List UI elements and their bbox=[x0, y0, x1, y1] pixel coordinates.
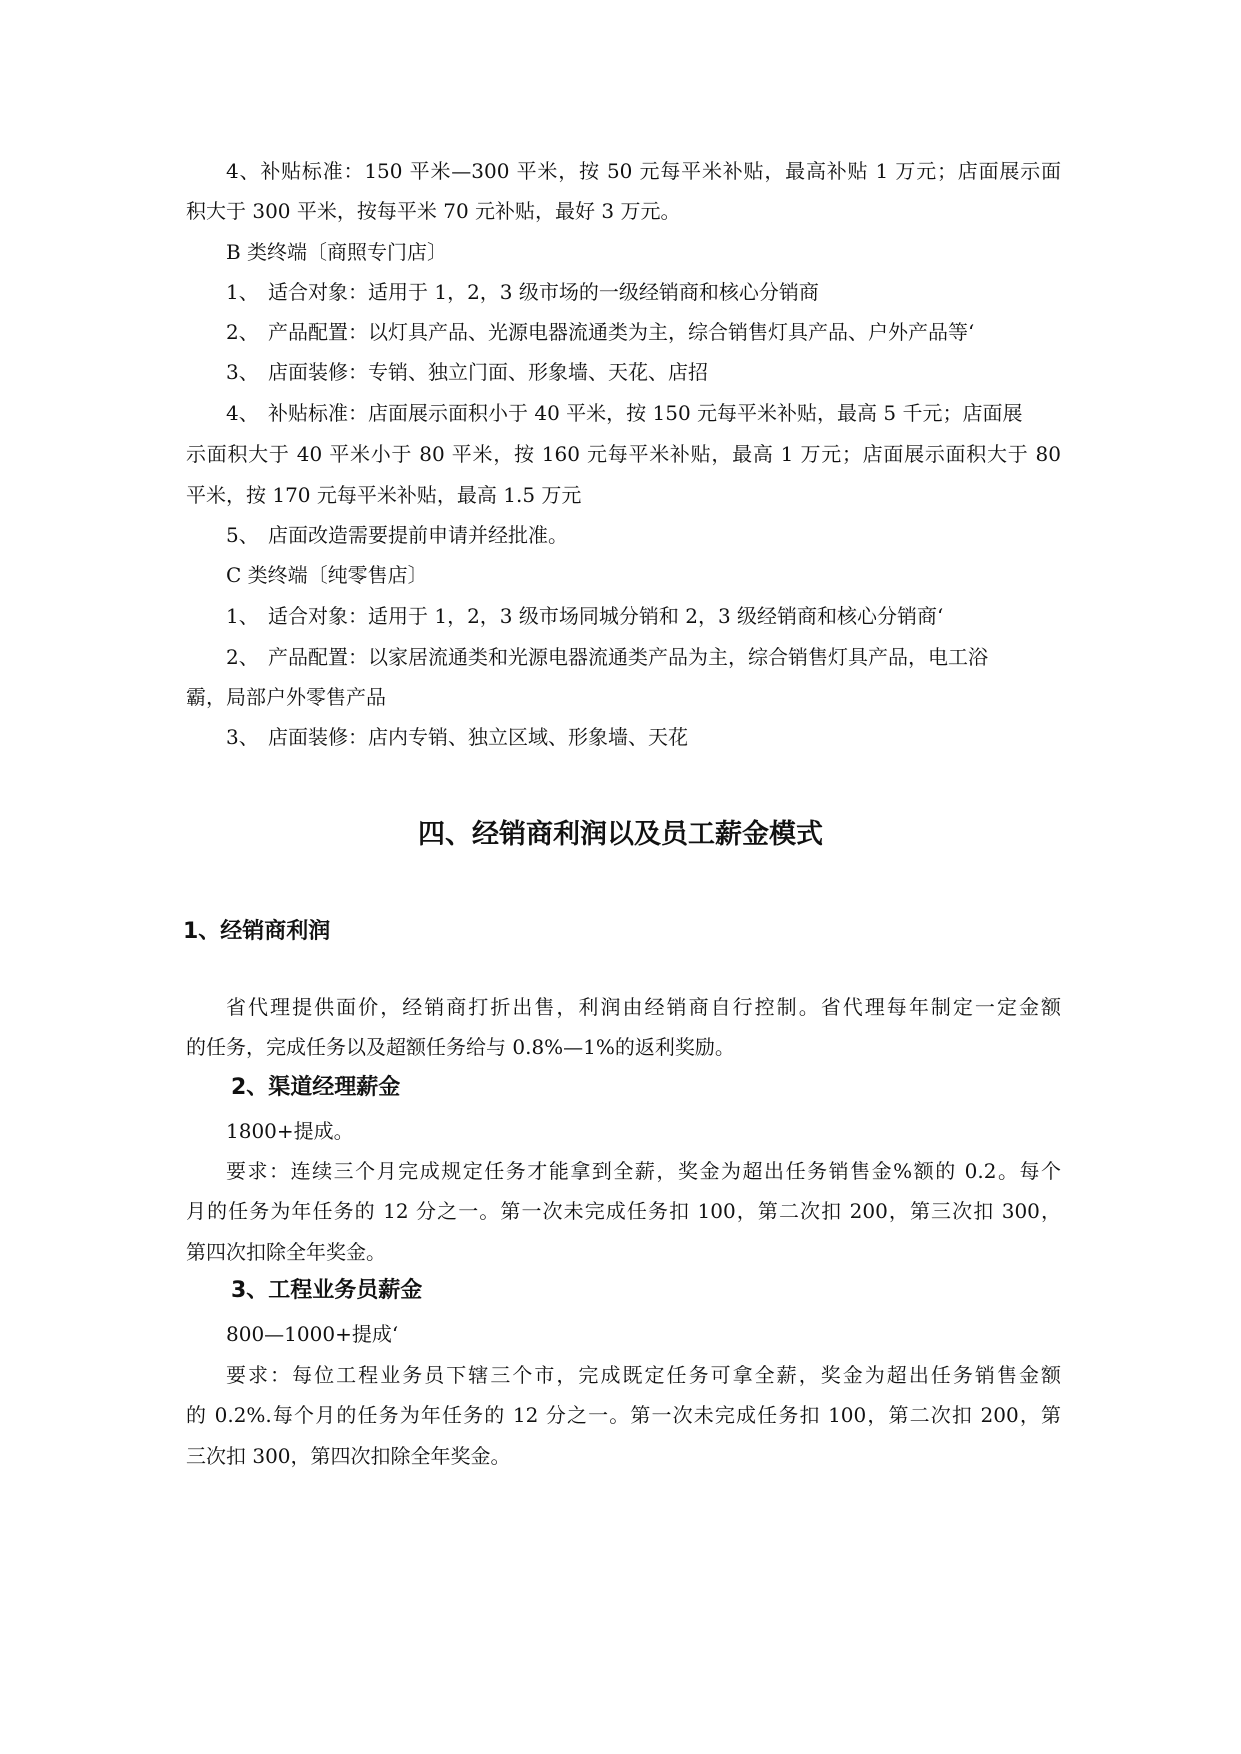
channel-manager-req-line2: 月的任务为年任务的 12 分之一。第一次未完成任务扣 100，第二次扣 200，第三次扣 300， bbox=[186, 1199, 1061, 1223]
engineering-sales-req-line3: 三次扣 300，第四次扣除全年奖金。 bbox=[186, 1444, 511, 1468]
b-heading: B 类终端〔商照专门店〕 bbox=[226, 240, 448, 264]
a-item4-line1: 4、补贴标准：150 平米—300 平米，按 50 元每平米补贴，最高补贴 1 万元；店面展示面 bbox=[226, 159, 1061, 183]
engineering-sales-req-line1: 要求：每位工程业务员下辖三个市，完成既定任务可拿全薪，奖金为超出任务销售金额 bbox=[226, 1363, 1061, 1387]
channel-manager-req-line1: 要求：连续三个月完成规定任务才能拿到全薪，奖金为超出任务销售金%额的 0.2。每个 bbox=[226, 1159, 1061, 1183]
item-number: 3、 bbox=[226, 360, 259, 384]
section-title: 四、经销商利润以及员工薪金模式 bbox=[418, 819, 823, 850]
b-item-3 bbox=[226, 358, 1241, 386]
b-item-5 bbox=[226, 521, 1241, 549]
item-number: 1、 bbox=[226, 604, 259, 628]
channel-manager-salary: 1800+提成。 bbox=[226, 1119, 354, 1143]
item-number: 1、 bbox=[226, 280, 259, 304]
item-text: 补贴标准：店面展示面积小于 40 平米，按 150 元每平米补贴，最高 5 千元；店面展 bbox=[268, 401, 1023, 425]
item-text: 店面装修：专销、独立门面、形象墙、天花、店招 bbox=[268, 360, 708, 384]
b-item-4-cont2: 平米，按 170 元每平米补贴，最高 1.5 万元 bbox=[186, 483, 582, 507]
c-heading: C 类终端〔纯零售店〕 bbox=[226, 563, 428, 587]
c-item-2 bbox=[226, 643, 1241, 671]
item-text: 店面改造需要提前申请并经批准。 bbox=[268, 523, 568, 547]
item-text: 产品配置：以家居流通类和光源电器流通类产品为主，综合销售灯具产品，电工浴 bbox=[268, 645, 988, 669]
dealer-profit-line1: 省代理提供面价，经销商打折出售，利润由经销商自行控制。省代理每年制定一定金额 bbox=[226, 995, 1061, 1019]
engineering-sales-req-line2: 的 0.2%.每个月的任务为年任务的 12 分之一。第一次未完成任务扣 100，第二次扣 200，第 bbox=[186, 1403, 1061, 1427]
item-text: 产品配置：以灯具产品、光源电器流通类为主，综合销售灯具产品、户外产品等‘ bbox=[268, 320, 975, 344]
c-item-2-cont: 霸，局部户外零售产品 bbox=[186, 685, 386, 709]
channel-manager-req-line3: 第四次扣除全年奖金。 bbox=[186, 1240, 386, 1264]
c-item-1 bbox=[226, 602, 1241, 630]
item-text: 适合对象：适用于 1，2，3 级市场的一级经销商和核心分销商 bbox=[268, 280, 819, 304]
engineering-sales-salary: 800—1000+提成‘ bbox=[226, 1322, 399, 1346]
subheading-engineering-sales: 3、工程业务员薪金 bbox=[231, 1278, 423, 1303]
a-item4-line2: 积大于 300 平米，按每平米 70 元补贴，最好 3 万元。 bbox=[186, 199, 681, 223]
subheading-channel-manager: 2、渠道经理薪金 bbox=[231, 1075, 401, 1100]
item-number: 3、 bbox=[226, 725, 259, 749]
item-number: 2、 bbox=[226, 645, 259, 669]
item-number: 5、 bbox=[226, 523, 259, 547]
item-text: 适合对象：适用于 1，2，3 级市场同城分销和 2，3 级经销商和核心分销商‘ bbox=[268, 604, 944, 628]
b-item-1 bbox=[226, 278, 1241, 306]
b-item-4 bbox=[226, 399, 1241, 427]
dealer-profit-line2: 的任务，完成任务以及超额任务给与 0.8%—1%的返利奖励。 bbox=[186, 1035, 735, 1059]
b-item-2 bbox=[226, 318, 1241, 346]
subheading-dealer-profit: 1、经销商利润 bbox=[183, 919, 331, 944]
item-number: 2、 bbox=[226, 320, 259, 344]
b-item-4-cont1: 示面积大于 40 平米小于 80 平米，按 160 元每平米补贴，最高 1 万元；店面展示面积大于 80 bbox=[186, 442, 1061, 466]
c-item-3 bbox=[226, 723, 1241, 751]
item-text: 店面装修：店内专销、独立区域、形象墙、天花 bbox=[268, 725, 688, 749]
item-number: 4、 bbox=[226, 401, 259, 425]
